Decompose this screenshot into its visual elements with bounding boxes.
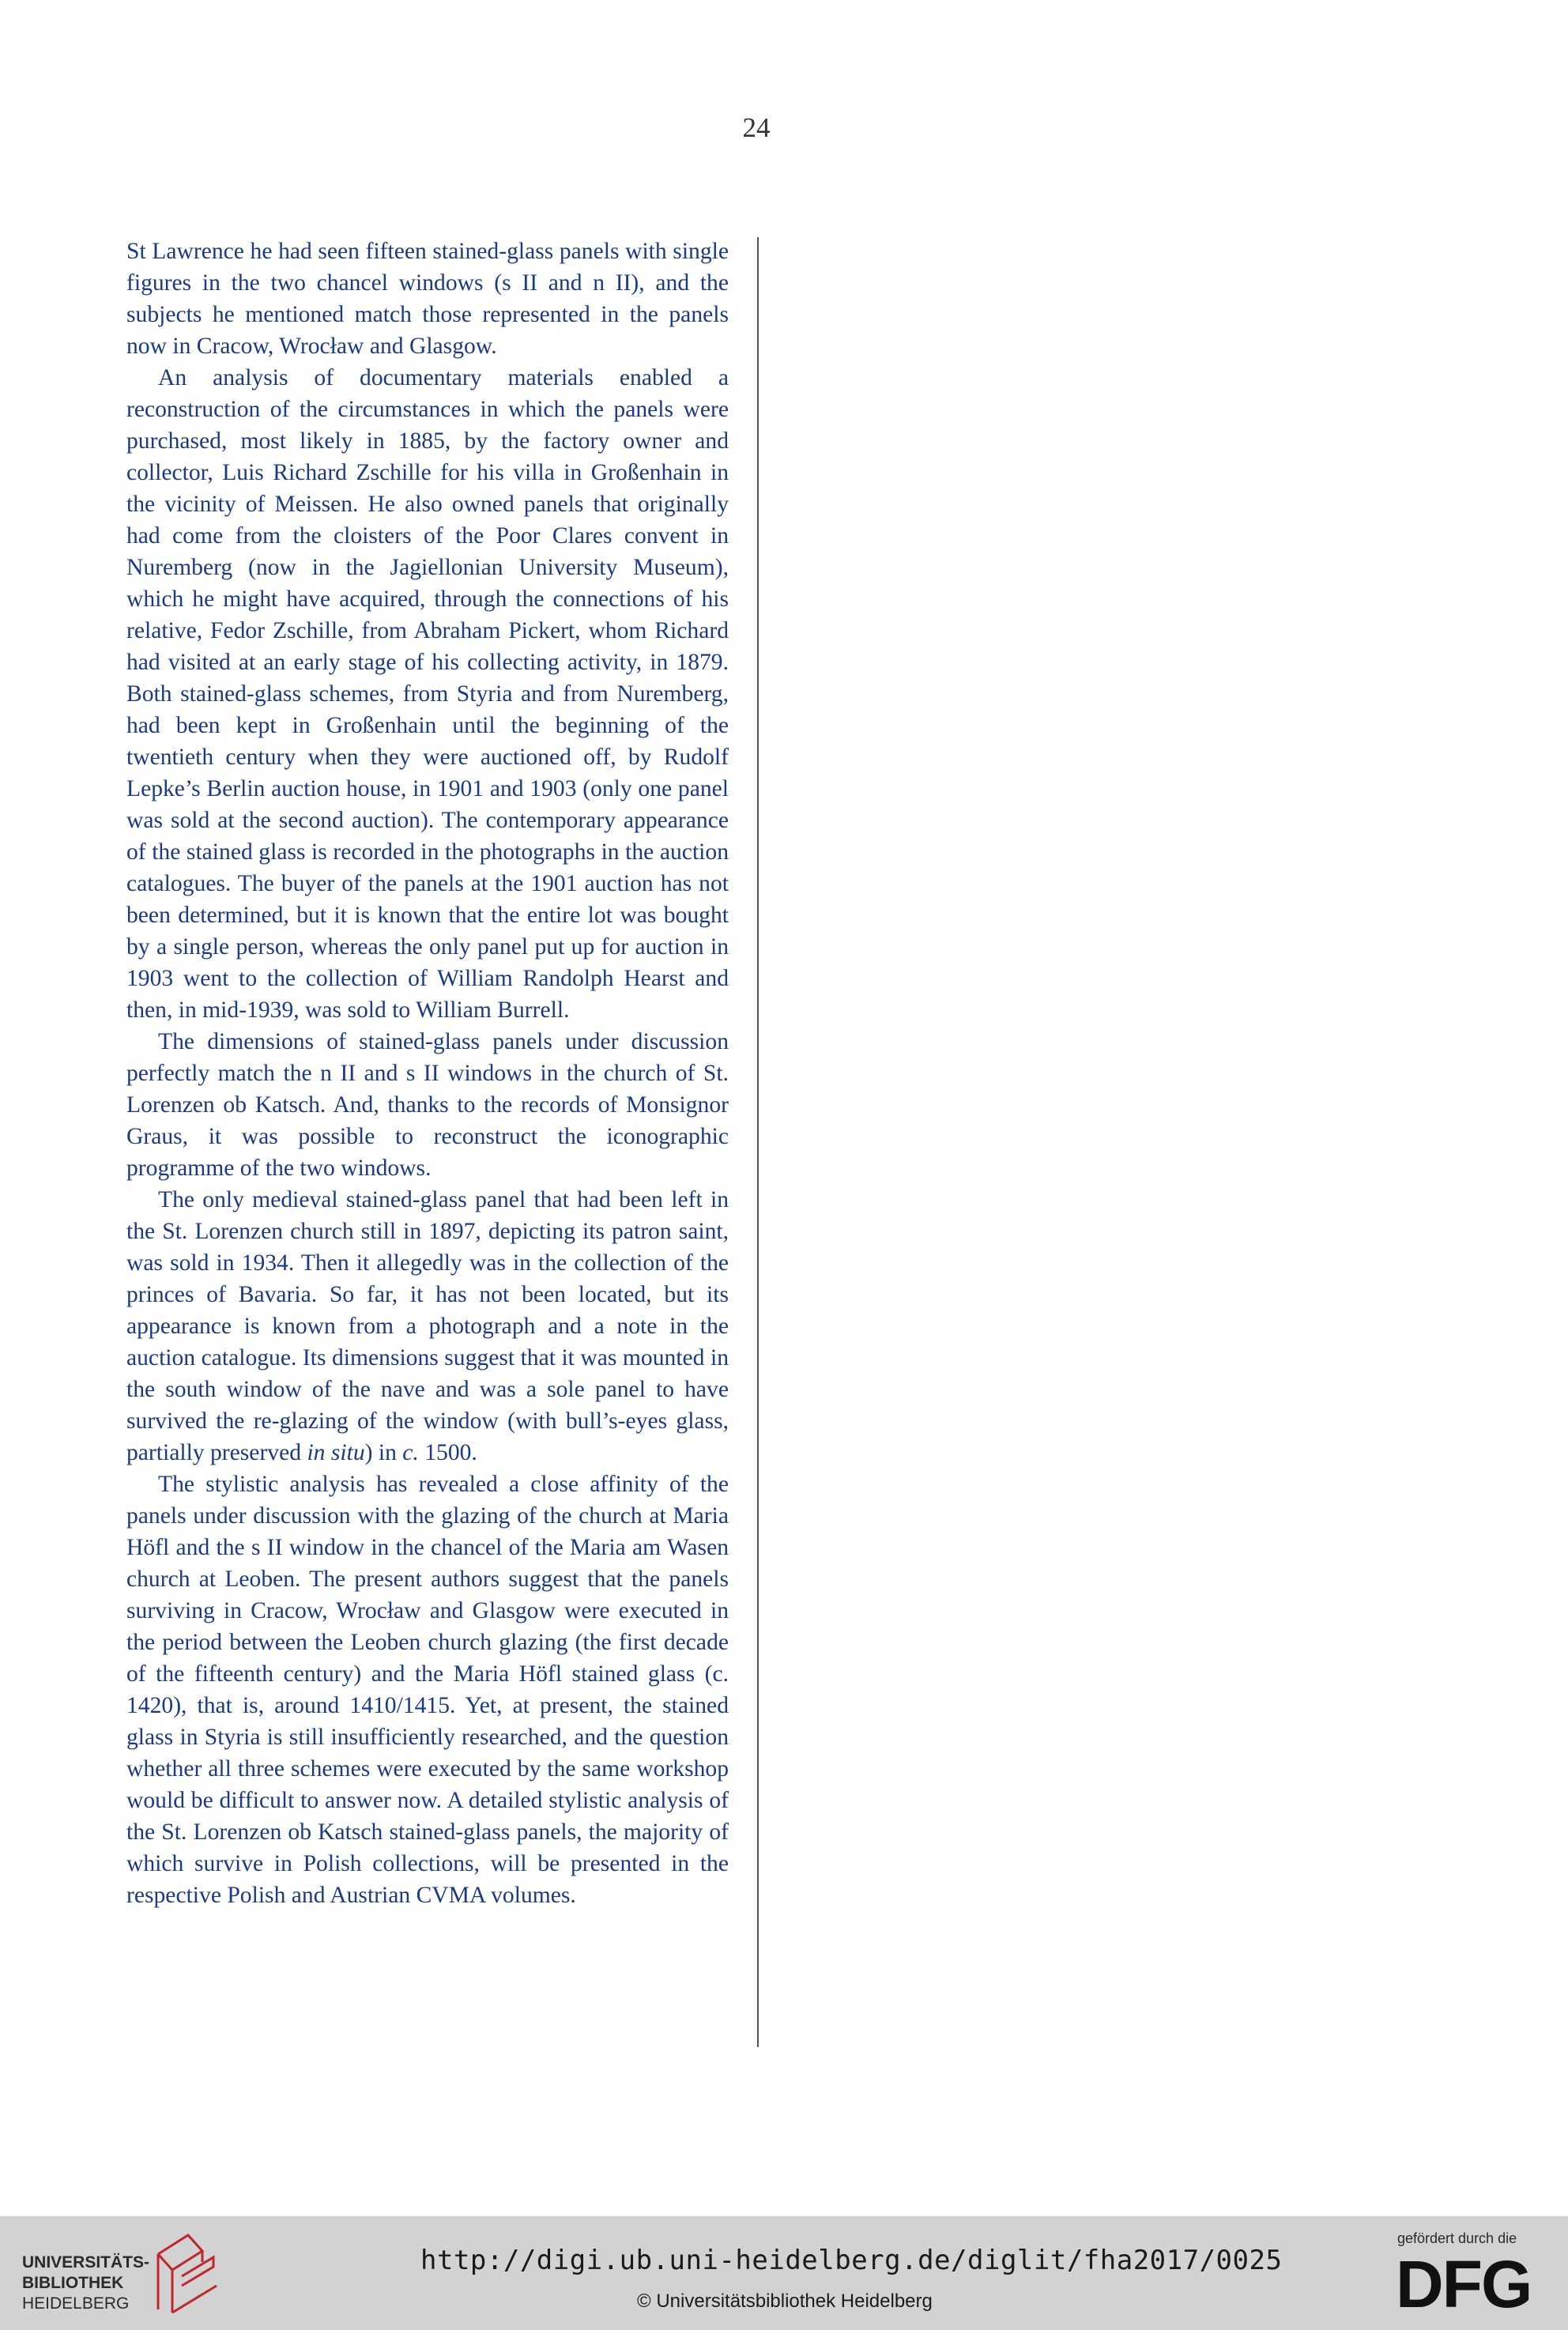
dfg-logo[interactable]: DFG xyxy=(1396,2247,1532,2321)
funder-caption: gefördert durch die xyxy=(1397,2230,1517,2246)
paragraph xyxy=(126,1184,729,1469)
italic-abbreviation: c. xyxy=(402,1440,419,1465)
permalink-url[interactable]: http://digi.ub.uni-heidelberg.de/diglit/fha2017/0025 xyxy=(420,2245,1283,2276)
column-divider xyxy=(757,237,759,2047)
library-name-line: UNIVERSITÄTS- xyxy=(22,2253,150,2272)
copyright-notice: © Universitätsbibliothek Heidelberg xyxy=(637,2290,933,2312)
library-name-line: HEIDELBERG xyxy=(22,2294,130,2313)
page-number: 24 xyxy=(742,112,771,143)
library-logo-text[interactable] xyxy=(22,2253,149,2314)
paragraph: St Lawrence he had seen fifteen stained-glass panels with single figures in the two chancel windows (s II and n II), and the subjects he mentioned match those represented in the panels now in Cracow, Wrocław and Glasgow. xyxy=(126,239,729,359)
body-text xyxy=(126,236,729,1911)
paragraph: The stylistic analysis has revealed a close affinity of the panels under discussion with the glazing of the church at Maria Höfl and the s II window in the chancel of the Maria am Wasen church at Leoben. The present authors suggest that the panels surviving in Cracow, Wrocław and Glasgow were executed in the period between the Leoben church glazing (the first decade of the fifteenth century) and the Maria Höfl stained glass (c. 1420), that is, around 1410/1415. Yet, at present, the stained glass in Styria is still insufficiently researched, and the question whether all three schemes were executed by the same workshop would be difficult to answer now. A detailed stylistic analysis of the St. Lorenzen ob Katsch stained-glass panels, the majority of which survive in Polish collections, will be presented in the respective Polish and Austrian CVMA volumes. xyxy=(126,1472,729,1908)
paragraph-text: 1500. xyxy=(418,1440,477,1465)
paragraph: The dimensions of stained-glass panels under discussion perfectly match the n II and s II windows in the church of St. Lorenzen ob Katsch. And, thanks to the records of Monsignor Graus, it was possible to reconstruct the iconographic programme of the two windows. xyxy=(126,1029,729,1181)
paragraph-text: The only medieval stained-glass panel that had been left in the St. Lorenzen church still in 1897, depicting its patron saint, was sold in 1934. Then it allegedly was in the collection of the princes of Bavaria. So far, it has not been located, but its appearance is known from a photograph and a note in the auction catalogue. Its dimensions suggest that it was mounted in the south window of the nave and was a sole panel to have survived the re-glazing of the window (with bull’s-eyes glass, partially preserved xyxy=(126,1187,729,1465)
library-name-line: BIBLIOTHEK xyxy=(22,2274,124,2292)
library-logo-icon xyxy=(155,2230,220,2316)
footer-bar xyxy=(0,2216,1568,2330)
paragraph: An analysis of documentary materials enabled a reconstruction of the circumstances in which the panels were purchased, most likely in 1885, by the factory owner and collector, Luis Richard Zschille for his villa in Großenhain in the vicinity of Meissen. He also owned panels that originally had come from the cloisters of the Poor Clares convent in Nuremberg (now in the Jagiellonian University Museum), which he might have acquired, through the connections of his relative, Fedor Zschille, from Abraham Pickert, whom Richard had visited at an early stage of his collecting activity, in 1879. Both stained-glass schemes, from Styria and from Nuremberg, had been kept in Großenhain until the beginning of the twentieth century when they were auctioned off, by Rudolf Lepke’s Berlin auction house, in 1901 and 1903 (only one panel was sold at the second auction). The contemporary appearance of the stained glass is recorded in the photographs in the auction catalogues. The buyer of the panels at the 1901 auction has not been determined, but it is known that the entire lot was bought by a single person, whereas the only panel put up for auction in 1903 went to the collection of William Randolph Hearst and then, in mid-1939, was sold to William Burrell. xyxy=(126,365,729,1023)
italic-term: in situ xyxy=(307,1440,365,1465)
paragraph-text: ) in xyxy=(364,1440,403,1465)
